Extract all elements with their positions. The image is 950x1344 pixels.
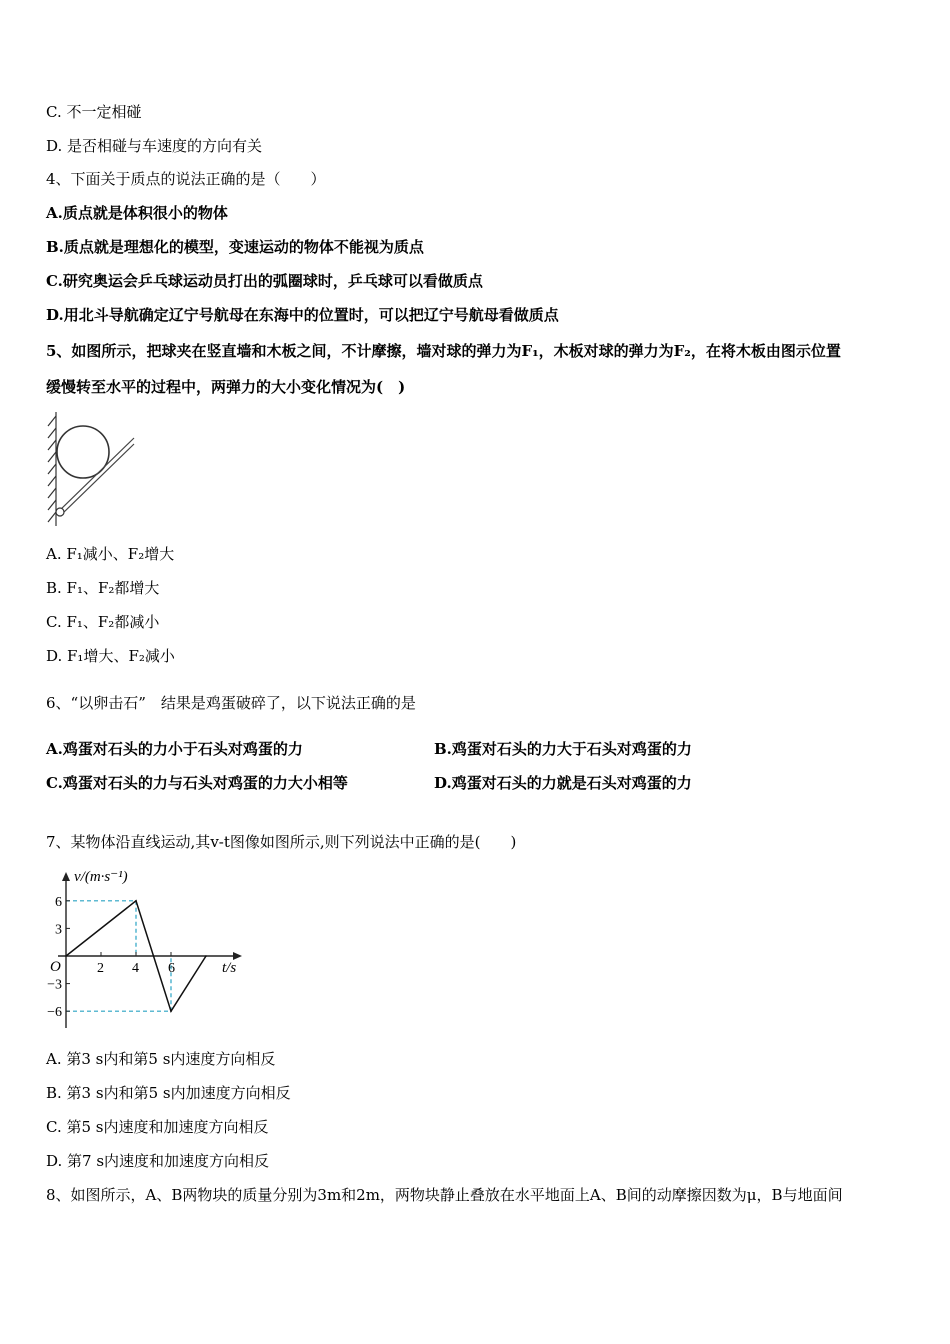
data-point bbox=[170, 1010, 172, 1012]
data-point bbox=[135, 900, 137, 902]
x-tick-label-1: 4 bbox=[132, 961, 139, 976]
q8-stem: 8、如图所示，A、B两物块的质量分别为3m和2m，两物块静止叠放在水平地面上A、B间的动摩擦因数为μ，B与地面间 bbox=[46, 1186, 843, 1204]
q7-option-b: B. 第3 s内和第5 s内加速度方向相反 bbox=[46, 1084, 291, 1102]
q5-option-b: B. F₁、F₂都增大 bbox=[46, 579, 160, 597]
y-axis-arrow bbox=[62, 872, 70, 881]
x-tick-label-0: 2 bbox=[97, 961, 104, 976]
q5-option-d: D. F₁增大、F₂减小 bbox=[46, 647, 175, 665]
q5-stem-line1: 5、如图所示，把球夹在竖直墙和木板之间，不计摩擦，墙对球的弹力为F₁，木板对球的弹力为F₂，在将木板由图示位置 bbox=[46, 342, 841, 360]
data-point bbox=[65, 955, 67, 957]
y-tick-label-1: 3 bbox=[55, 922, 62, 938]
q7-option-c: C. 第5 s内速度和加速度方向相反 bbox=[46, 1118, 269, 1136]
data-point bbox=[205, 955, 207, 957]
q4-stem: 4、下面关于质点的说法正确的是（ ） bbox=[46, 170, 326, 188]
q5-stem-line2: 缓慢转至水平的过程中，两弹力的大小变化情况为( ) bbox=[46, 378, 406, 396]
x-tick-label-2: 6 bbox=[168, 961, 175, 976]
y-tick-label-3: −6 bbox=[47, 1005, 62, 1021]
q6-stem: 6、“以卵击石” 结果是鸡蛋破碎了，以下说法正确的是 bbox=[46, 694, 416, 712]
q3-option-d: D. 是否相碰与车速度的方向有关 bbox=[46, 137, 263, 155]
q6-option-b: B.鸡蛋对石头的力大于石头对鸡蛋的力 bbox=[434, 740, 692, 758]
x-axis-label: t/s bbox=[222, 960, 237, 976]
y-tick-label-2: −3 bbox=[47, 977, 62, 993]
q6-option-a: A.鸡蛋对石头的力小于石头对鸡蛋的力 bbox=[46, 740, 303, 758]
vt-graph bbox=[40, 858, 260, 1028]
q7-stem: 7、某物体沿直线运动,其v-t图像如图所示,则下列说法中正确的是( ) bbox=[46, 833, 517, 851]
x-axis-arrow bbox=[233, 952, 242, 960]
q4-option-a: A.质点就是体积很小的物体 bbox=[46, 204, 228, 222]
q6-option-d: D.鸡蛋对石头的力就是石头对鸡蛋的力 bbox=[434, 774, 692, 792]
origin-label: O bbox=[50, 959, 61, 975]
q4-option-c: C.研究奥运会乒乓球运动员打出的弧圈球时，乒乓球可以看做质点 bbox=[46, 272, 483, 290]
q7-option-a: A. 第3 s内和第5 s内速度方向相反 bbox=[46, 1050, 276, 1068]
q4-option-d: D.用北斗导航确定辽宁号航母在东海中的位置时，可以把辽宁号航母看做质点 bbox=[46, 306, 559, 324]
y-axis-label: v/(m·s⁻¹) bbox=[74, 869, 128, 885]
q5-option-a: A. F₁减小、F₂增大 bbox=[46, 545, 175, 563]
q4-option-b: B.质点就是理想化的模型，变速运动的物体不能视为质点 bbox=[46, 238, 424, 256]
y-tick-label-0: 6 bbox=[55, 894, 62, 910]
q5-option-c: C. F₁、F₂都减小 bbox=[46, 613, 160, 631]
q6-option-c: C.鸡蛋对石头的力与石头对鸡蛋的力大小相等 bbox=[46, 774, 348, 792]
q3-option-c: C. 不一定相碰 bbox=[46, 103, 142, 121]
q7-option-d: D. 第7 s内速度和加速度方向相反 bbox=[46, 1152, 270, 1170]
ball-wall-board-figure bbox=[44, 410, 138, 530]
